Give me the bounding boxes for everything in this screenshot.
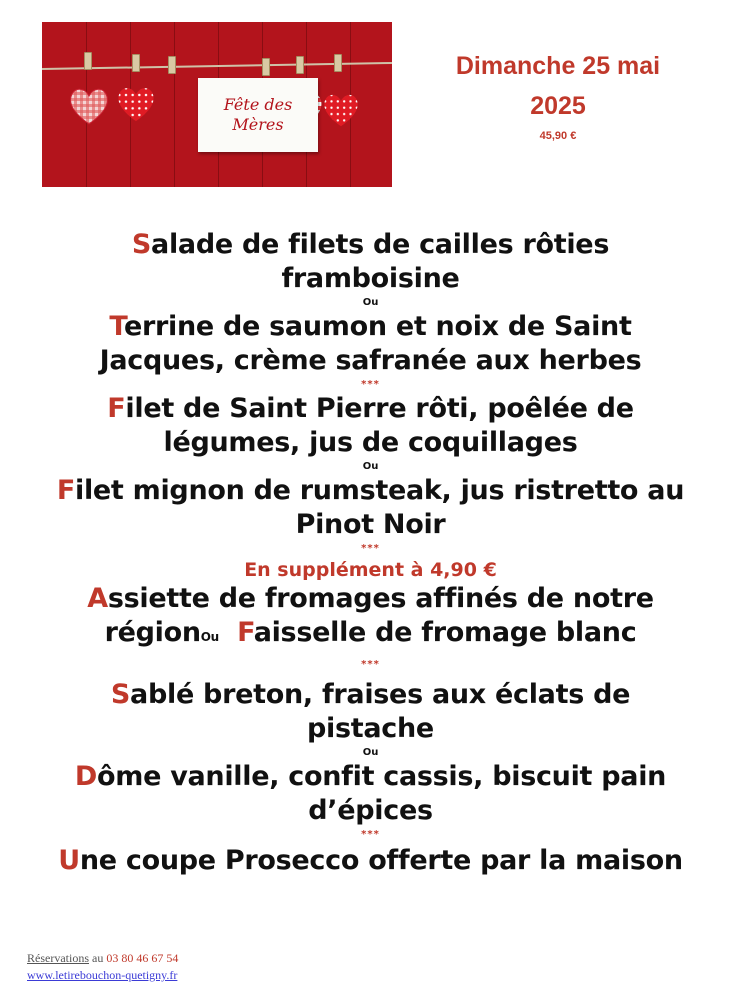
starter-option-1-line2: framboisine (281, 263, 460, 294)
event-date: Dimanche 25 mai (455, 52, 661, 80)
clothespin-icon (84, 52, 92, 70)
clothespin-icon (262, 58, 270, 76)
heart-gingham-icon (68, 86, 110, 126)
dessert-option-2: Dôme vanille, confit cassis, biscuit pain (74, 761, 667, 792)
footer (27, 950, 178, 984)
starter-option-1: Salade de filets de cailles rôties (131, 229, 610, 260)
menu-body (0, 228, 741, 878)
complimentary-drink: Une coupe Prosecco offerte par la maison (58, 845, 683, 876)
or-separator: Ou (362, 747, 379, 758)
website-link[interactable]: www.letirebouchon-quetigny.fr (27, 968, 178, 982)
reservations-line: Réservations au 03 80 46 67 54 (27, 951, 179, 965)
main-option-1-line2: légumes, jus de coquillages (163, 427, 578, 458)
dessert-option-1: Sablé breton, fraises aux éclats de (110, 679, 631, 710)
course-separator: *** (361, 659, 380, 670)
cheese-option-line2: régionOu Faisselle de fromage blanc (104, 617, 637, 648)
main-option-2: Filet mignon de rumsteak, jus ristretto au (56, 475, 685, 506)
clothespin-icon (296, 56, 304, 74)
or-separator: Ou (362, 461, 379, 472)
course-separator: *** (361, 379, 380, 390)
phone-number[interactable]: 03 80 46 67 54 (106, 951, 179, 965)
main-option-1: Filet de Saint Pierre rôti, poêlée de (107, 393, 634, 424)
dessert-option-2-line2: d’épices (308, 795, 433, 826)
fete-des-meres-card: Fête des Mères (198, 78, 318, 152)
clothespin-icon (168, 56, 176, 74)
starter-option-2-line2: Jacques, crème safranée aux herbes (99, 345, 642, 376)
heart-dotted-icon (116, 84, 156, 124)
clothespin-icon (334, 54, 342, 72)
or-separator: Ou (362, 297, 379, 308)
cheese-option-1: Assiette de fromages affinés de notre (87, 583, 654, 614)
course-separator: *** (361, 829, 380, 840)
clothespin-icon (132, 54, 140, 72)
dessert-option-1-line2: pistache (307, 713, 434, 744)
course-separator: *** (361, 543, 380, 554)
starter-option-2: Terrine de saumon et noix de Saint (109, 311, 632, 342)
main-option-2-line2: Pinot Noir (295, 509, 446, 540)
event-year: 2025 (530, 92, 586, 120)
supplement-price: En supplément à 4,90 € (244, 559, 497, 581)
heart-red-dotted-icon (322, 88, 360, 132)
header-image (42, 22, 392, 187)
menu-price: 45,90 € (539, 130, 577, 142)
